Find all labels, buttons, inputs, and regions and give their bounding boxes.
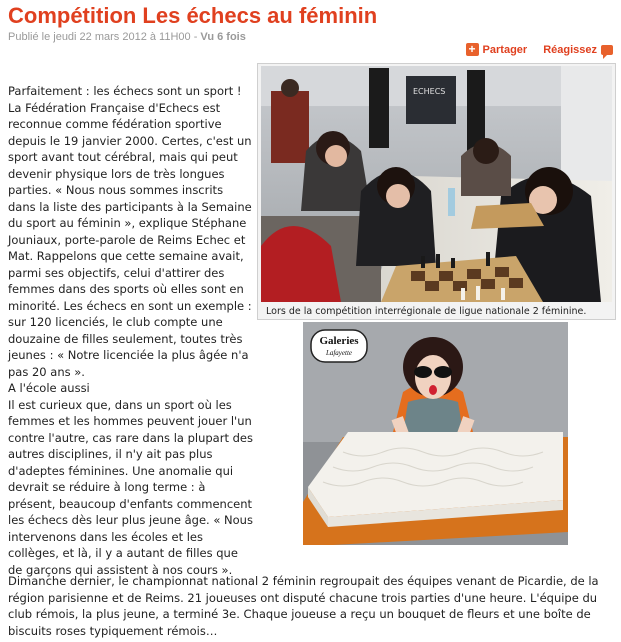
chess-photo-illustration (261, 66, 612, 302)
react-label: Réagissez (543, 43, 597, 56)
view-count: Vu 6 fois (200, 31, 246, 43)
ad-logo-line2: Lafayette (325, 349, 353, 357)
article-title: Compétition Les échecs au féminin (8, 3, 378, 28)
share-label: Partager (482, 43, 528, 56)
photo-caption: Lors de la compétition interrégionale de ligue nationale 2 féminine. (266, 306, 587, 317)
react-button[interactable] (543, 43, 613, 56)
article-meta (8, 31, 246, 43)
paragraph-school: Il est curieux que, dans un sport où les femmes et les hommes peuvent jouer l'un contre l'autre, cas rare dans la plupart des autres disciplines, il n'y ait pas plus d'adeptes féminines. Une anomalie qui devrait se réduire à long terme : à présent, beaucoup d'enfants commencent les échecs dès leur plus jeune âge. « Nous intervenons dans les écoles et les collèges, et là, il y a autant de filles que de garçons qui assistent à nos cours ». (8, 397, 253, 577)
advertisement-banner[interactable] (303, 322, 568, 545)
comment-bubble-icon (601, 45, 613, 55)
paragraph-intro: Parfaitement : les échecs sont un sport ! La Fédération Française d'Echecs est reconnue comme fédération sportive depuis le 19 janvier 2000. Certes, c'est un sport avant tout cérébral, mais qui peut devenir physique lors de très longues parties. « Nous nous sommes inscrits dans la liste des participants à la Semaine du sport au féminin », explique Stéphane Jouniaux, porte-parole de Reims Echec et Mat. Rappelons que cette semaine avait, parmi ses objectifs, celui d'attirer des femmes dans des sports où elles sont en minorité. Les échecs en sont un exemple : sur 120 licenciés, le club compte une douzaine de filles seulement, toutes très jeunes : « Notre licenciée la plus âgée n'a pas 20 ans ». (8, 84, 252, 379)
chess-competition-photo (261, 66, 612, 302)
share-button[interactable] (466, 43, 528, 56)
plus-icon: + (466, 43, 479, 56)
subheading-school: A l'école aussi (8, 381, 90, 395)
publish-date: Publié le jeudi 22 mars 2012 à 11H00 (8, 31, 191, 43)
mattress-ad-illustration (303, 322, 568, 545)
ad-logo-line1: Galeries (319, 335, 359, 347)
article-photo-figure (257, 63, 616, 320)
article-body-left (8, 83, 253, 578)
banner-text: ECHECS (413, 87, 446, 96)
article-body-final: Dimanche dernier, le championnat national 2 féminin regroupait des équipes venant de Picardie, de la région parisienne et de Reims. 21 joueuses ont disputé chacune trois parties d'une heure. L'équipe du club rémois, la plus jeune, a terminé 3e. Chaque joueuse a reçu un bouquet de fleurs et une boîte de biscuits roses typiquement rémois… (8, 574, 599, 638)
article-actions (466, 43, 613, 56)
meta-separator: - (190, 31, 201, 43)
